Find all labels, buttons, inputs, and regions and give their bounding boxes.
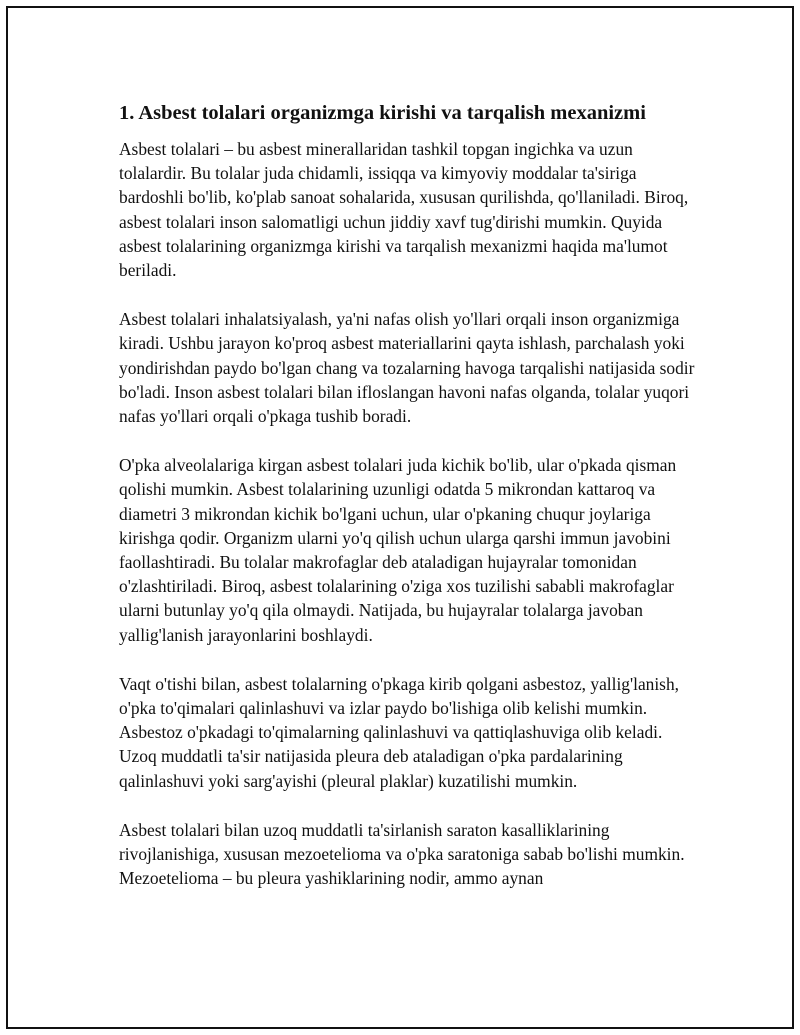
paragraph-intro: Asbest tolalari – bu asbest minerallaridan tashkil topgan ingichka va uzun tolalardir. Bu tolalar juda chidamli, issiqqa va kimyoviy moddalar ta'siriga bardoshli bo'lib, ko'plab sanoat sohalarida, xususan qurilishda, qo'llaniladi. Biroq, asbest tolalari inson salomatligi uchun jiddiy xavf tug'dirishi mumkin. Quyida asbest tolalarining organizmga kirishi va tarqalish mexanizmi haqida ma'lumot beriladi. (119, 139, 689, 281)
paragraph-asbestosis: Vaqt o'tishi bilan, asbest tolalarning o'pkaga kirib qolgani asbestoz, yallig'lanish, o'pka to'qimalari qalinlashuvi va izlar paydo bo'lishiga olib kelishi mumkin. Asbestoz o'pkadagi to'qimalarning qalinlashuvi va qattiqlashuviga olib keladi. Uzoq muddatli ta'sir natijasida pleura deb ataladigan o'pka pardalarining qalinlashuvi yoki sarg'ayishi (pleural plaklar) kuzatilishi mumkin. (119, 673, 679, 791)
document-content (119, 100, 704, 915)
paragraph-inhalation: Asbest tolalari inhalatsiyalash, ya'ni nafas olish yo'llari orqali inson organizmiga kiradi. Ushbu jarayon ko'proq asbest materiallarini qayta ishlash, parchalash yoki yondirishdan paydo bo'lgan chang va tozalarning havoga tarqalishi natijasida sodir bo'ladi. Inson asbest tolalari bilan ifloslangan havoni nafas olganda, tolalar yuqori nafas yo'llari orqali o'pkaga tushib boradi. (119, 309, 695, 427)
paragraph-cancer: Asbest tolalari bilan uzoq muddatli ta'sirlanish saraton kasalliklarining rivojlanishiga, xususan mezoetelioma va o'pka saratoniga sabab bo'lishi mumkin. Mezoetelioma – bu pleura yashiklarining nodir, ammo aynan (119, 819, 685, 889)
paragraph-alveoli: O'pka alveolalariga kirgan asbest tolalari juda kichik bo'lib, ular o'pkada qisman qolishi mumkin. Asbest tolalarining uzunligi odatda 5 mikrondan kattaroq va diametri 3 mikrondan kichik bo'lgani uchun, ular o'pkaning chuqur joylariga kirishga qodir. Organizm ularni yo'q qilish uchun ularga qarshi immun javobini faollashtiradi. Bu tolalar makrofaglar deb ataladigan hujayralar tomonidan o'zlashtiriladi. Biroq, asbest tolalarining o'ziga xos tuzilishi sababli makrofaglar ularni butunlay yo'q qila olmaydi. Natijada, bu hujayralar tolalarga javoban yallig'lanish jarayonlarini boshlaydi. (119, 455, 677, 645)
document-page (6, 6, 794, 1029)
section-title: 1. Asbest tolalari organizmga kirishi va tarqalish mexanizmi (119, 102, 646, 124)
